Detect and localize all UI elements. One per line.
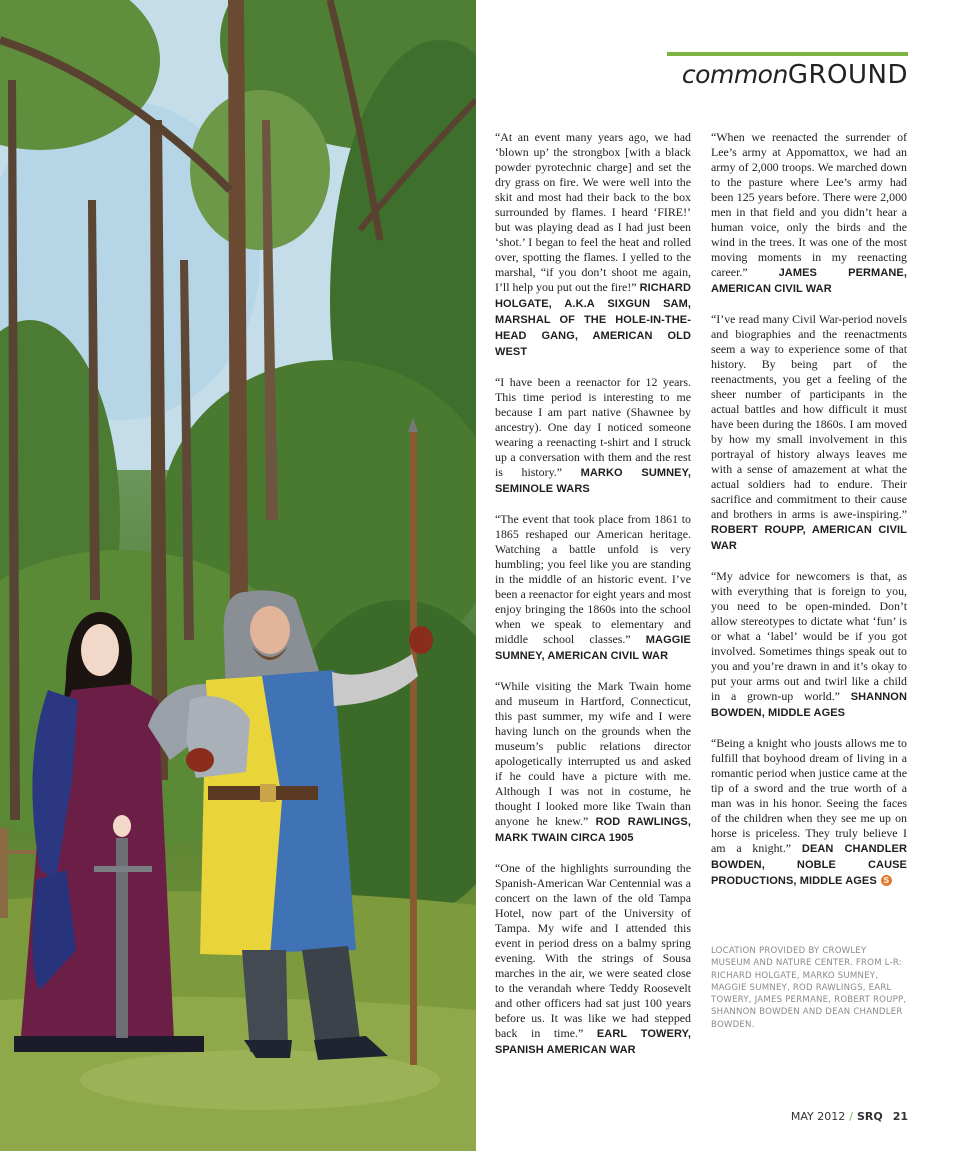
quote-attribution: DEAN CHANDLER BOWDEN, NOBLE CAUSE PRODUCTIONS, MIDDLE AGES [711, 843, 907, 887]
quote [495, 512, 691, 664]
quote-text: “One of the highlights surrounding the Spanish-American War Centennial was a concert on the lawn of the old Tampa Hotel, now part of the University of Tampa. My wife and I attended this event in period dress on a balmy spring evening. With the strings of Sousa marches in the air, we were seated close to the verandah where Teddy Roosevelt and other officers had sat just 100 years before us. It was like we had stepped back in time.” [495, 861, 691, 1040]
quote-text: “The event that took place from 1861 to 1865 reshaped our American heritage. Watching a battle unfold is very humbling; you feel like you are standing in the middle of an historic event. I’ve been a reenactor for eight years and most enjoy bringing the 1860s into the school when we speak to elementary and middle school classes.” [495, 512, 691, 646]
quote-attribution: JAMES PERMANE, AMERICAN CIVIL WAR [711, 267, 907, 295]
page-number: 21 [892, 1110, 908, 1123]
folio-separator: / [849, 1110, 853, 1123]
quote-attribution: ROD RAWLINGS, MARK TWAIN CIRCA 1905 [495, 816, 691, 844]
quote-attribution: SHANNON BOWDEN, MIDDLE AGES [711, 691, 907, 719]
quote [495, 861, 691, 1058]
quote-attribution: RICHARD HOLGATE, A.K.A SIXGUN SAM, MARSHAL OF THE HOLE-IN-THE-HEAD GANG, AMERICAN OLD WEST [495, 282, 691, 358]
quote [711, 312, 907, 554]
photo-caption: LOCATION PROVIDED BY CROWLEY MUSEUM AND NATURE CENTER. FROM L-R: RICHARD HOLGATE, MARKO SUMNEY, MAGGIE SUMNEY, ROD RAWLINGS, EARL TOWERY, JAMES PERMANE, ROBERT ROUPP, SHANNON BOWDEN AND DEAN CHANDLER BOWDEN. [711, 946, 907, 1030]
quote-text: “My advice for newcomers is that, as with everything that is foreign to you, you need to be open-minded. Don’t allow stereotypes to dictate what ‘fun’ is or what a ‘label’ would be if you got involved. Sometimes things speak out to you and you’re drawn in and it’s okay to put your arms out and twirl like a child in a grown-up world.” [711, 569, 907, 703]
quote-text: “I’ve read many Civil War-period novels and biographies and the reenactments seem a way to experience some of that history. By being part of the reenactments, you get a feeling of the sheer number of participants in the actual battles and how difficult it must have been during the 1860s. I am moved by how my small involvement in this portrayal of history always leaves me with a sense of amazement at what the actual soldiers had to endure. Their sacrifice and commitment to their cause and brothers in arms is awe-inspiring.” [711, 312, 907, 521]
quote [495, 130, 691, 360]
quote [495, 375, 691, 497]
quote-attribution: ROBERT ROUPP, AMERICAN CIVIL WAR [711, 524, 907, 552]
quote-text: “I have been a reenactor for 12 years. This time period is interesting to me because I am part native (Shawnee by ancestry). One day I noticed someone wearing a reenacting t-shirt and I struck up a conversation with them and the rest is history.” [495, 375, 691, 479]
quote-attribution: EARL TOWERY, SPANISH AMERICAN WAR [495, 1028, 691, 1056]
quote-text: “Being a knight who jousts allows me to fulfill that boyhood dream of living in a romantic period when justice came at the tip of a sword and the true worth of a man was in his honor. Seeing the faces of the children when they see me up on horse is priceless. They truly believe I am a knight.” [711, 736, 907, 855]
section-title-part2: GROUND [787, 60, 908, 90]
section-title-part1: common [681, 60, 788, 89]
reenactors-photo [0, 0, 476, 1151]
quote-text: “While visiting the Mark Twain home and museum in Hartford, Connecticut, this past summer, my wife and I were having lunch on the grounds when the museum’s public relations director apologetically interrupted us and asked if he could have a picture with me. Although I was not in costume, he thought I looked more like Twain than anyone he knew.” [495, 679, 691, 828]
quote-text: “When we reenacted the surrender of Lee’s army at Appomattox, we had an army of 2,000 troops. We marched down to the pasture where Lee’s army had been 125 years before. There were 2,000 men in that field and you didn’t hear a human voice, only the birds and the wind in the trees. It was one of the most moving moments in my reenacting career.” [711, 130, 907, 279]
quote [495, 679, 691, 846]
quote-attribution: MAGGIE SUMNEY, AMERICAN CIVIL WAR [495, 634, 691, 662]
text-column-2 [711, 130, 907, 904]
header-accent-rule [667, 52, 908, 56]
quote [711, 736, 907, 889]
section-title [682, 60, 908, 90]
page-folio [791, 1110, 908, 1123]
end-mark-icon: S [881, 875, 892, 886]
quote [711, 130, 907, 297]
magazine-name: SRQ [856, 1110, 883, 1123]
text-column-1 [495, 130, 691, 1073]
issue-date: MAY 2012 [790, 1110, 846, 1123]
quote-text: “At an event many years ago, we had ‘blown up’ the strongbox [with a black powder pyrotechnic charge] and set the dry grass on fire. We were well into the skit and most had their back to the box surrounded by flames. I heard ‘FIRE!’ but was playing dead as I had just been ‘shot.’ I began to feel the heat and rolled over, spotting the flames. I yelled to the marshal, “if you don’t shoot me again, I’ll help you put out the fire!” [495, 130, 691, 294]
quote-attribution: MARKO SUMNEY, SEMINOLE WARS [495, 467, 691, 495]
quote [711, 569, 907, 721]
